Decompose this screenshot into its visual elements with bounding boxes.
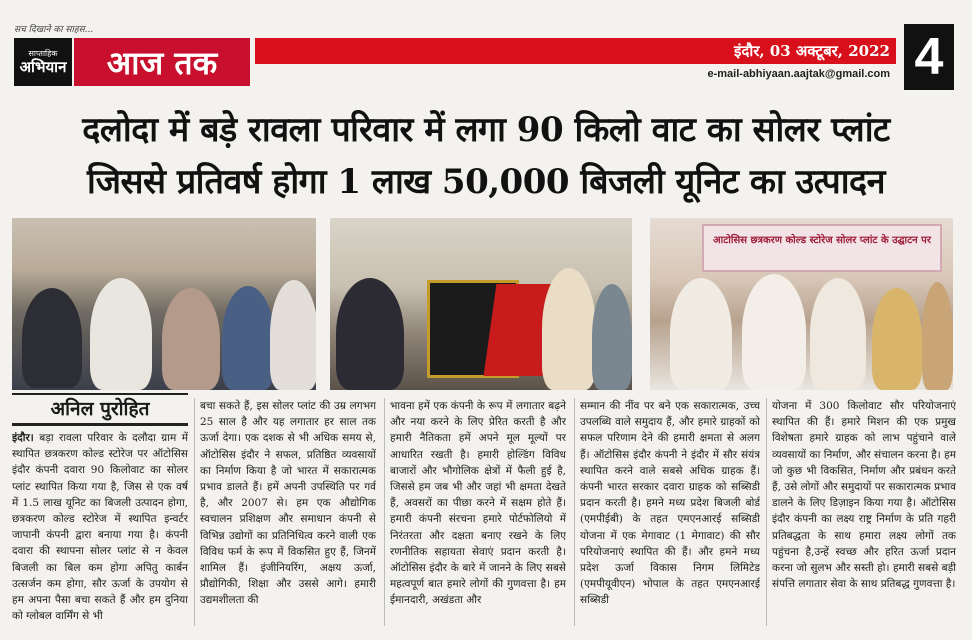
newspaper-logo: [14, 22, 250, 92]
logo-abhiyan-text: अभियान: [19, 57, 67, 76]
logo-small-text: साप्ताहिक: [28, 48, 58, 58]
column-divider: [574, 398, 575, 626]
contact-email: e-mail-abhiyaan.aajtak@gmail.com: [707, 68, 890, 80]
article-column-2: बचा सकते हैं, इस सोलर प्लांट की उम्र लगभग 25 साल है और यह लगातार हर साल तक ऊर्जा देगा। एक दशक से भी अधिक समय से, ऑटोसिस इंदौर ने सफल, प्रतिष्ठित व्यवसायों का निर्माण किया है जो भारत में सकारात्मक प्रभाव डालते हैं। हमें अपनी उपस्थिति पर गर्व है, और 2007 से। हम एक औद्योगिक स्वचालन प्रशिक्षण और समाधान कंपनी से विभिन्न उद्योगों का प्रतिनिधित्व करने वाली एक विविध फर्म के रूप में विकसित हुए हैं, जिनमें शामिल हैं। इंजीनियरिंग, अक्षय ऊर्जा, प्रौद्योगिकी, शिक्षा और उससे आगे। हमारी उद्यमशीलता की: [200, 400, 376, 607]
photo-guests: [650, 218, 953, 390]
event-banner: आटोसिस छत्रकरण कोल्ड स्टोरेज सोलर प्लांट के उद्घाटन पर: [702, 224, 942, 272]
masthead: [0, 0, 972, 95]
article-column-1: [12, 430, 188, 630]
photo-inauguration: [330, 218, 632, 390]
logo-tagline: सच दिखाने का साहस...: [14, 25, 94, 35]
column-divider: [766, 398, 767, 626]
article-column-3: भावना हमें एक कंपनी के रूप में लगातार बढ़ने और नया करने के लिए प्रेरित करती है और हमारी नैतिकता हमें अपने मूल मूल्यों पर आधारित रखती है। हमारी होल्डिंग विविध बाजारों और भौगोलिक क्षेत्रों में फैली हुई है, जिससे हम जब भी और जहां भी क्षमता देखते हैं, अवसरों का पीछा करने में सक्षम होते हैं। हमारी कंपनी संरचना हमारे पोर्टफोलियो में निरंतरता और दक्षता बनाए रखने के लिए रणनीतिक सहायता सेवाएं प्रदान करती है। ऑटोसिस इंदौर के बारे में जानने के लिए सबसे महत्वपूर्ण बात हमारे लोगों की गुणवत्ता है। हम ईमानदारी, अखंडता और: [390, 400, 566, 607]
page-number: 4: [904, 24, 954, 90]
logo-abhiyan: [14, 38, 72, 86]
photo-audience: [12, 218, 316, 390]
column-divider: [384, 398, 385, 626]
byline: अनिल पुरोहित: [12, 395, 188, 426]
article-column-4: सम्मान की नींव पर बने एक सकारात्मक, उच्च उपलब्धि वाले समुदाय हैं, और हमारे ग्राहकों को सफल परिणाम देने की हमारी क्षमता से अलग हैं। ऑटोसिस इंदौर कंपनी ने इंदौर में सौर संयंत्र स्थापित करने वाले सबसे अधिक ग्राहक हैं। कंपनी भारत सरकार दवारा ग्राहक को सब्सिडी प्रदान करती है। हमने मध्य प्रदेश बिजली बोर्ड (एमपीईबी) के तहत एमएनआरई सब्सिडी योजना में एक मेगावाट (1 मेगावाट) की सौर परियोजनाएं स्थापित की हैं। और हमने मध्य प्रदेश ऊर्जा विकास निगम लिमिटेड (एमपीयूवीएन) भोपाल के तहत एमएनआरई सब्सिडी: [580, 400, 760, 607]
article-column-5: योजना में 300 किलोवाट सौर परियोजनाएं स्थापित की हैं। हमारे मिशन की एक प्रमुख विशेषता हमारे ग्राहक को लाभ पहुंचाने वाले व्यवसायों का निर्माण, और संचालन करना है। हम जो कुछ भी विकसित, निर्माण और प्रबंधन करते हैं, उसे लोगों और समुदायों पर सकारात्मक प्रभाव डालने के लिए डिज़ाइन किया गया है। ऑटोसिस इंदौर कंपनी का लक्ष्य राष्ट्र निर्माण के प्रति गहरी प्रतिबद्धता के साथ हमारा लक्ष्य लोगों तक पहुंचना है,उन्हें स्वच्छ और हरित ऊर्जा प्रदान करना जो सुलभ और सस्ती हो। हमारी सबसे बड़ी संपत्ति लगातार सेवा के साथ प्रतिबद्ध गुणवत्ता है।: [772, 400, 956, 591]
article-text-1: बड़ा रावला परिवार के दलौदा ग्राम में स्थापित छत्रकरण कोल्ड स्टोरेज पर ऑटोसिस इंदौर कंपनी दवारा 90 किलोवाट का सोलर प्लांट स्थापित किया गया है, जिस से एक वर्ष में 1.5 लाख यूनिट का बिजली उत्पादन होगा, छत्रकरण कोल्ड स्टोरेज में स्थापित इन्वर्टर जापानी कंपनी द्वारा बनाया गया है। कंपनी दवारा की स्थापना सोलर प्लांट से न केवल बिजली का बिल कम होगा अपितु कार्बन उत्सर्जन कम होगा, सौर ऊर्जा के उपयोग से हम अपना पैसा बचा सकते हैं और हम दुनिया को ग्लोबल वार्मिंग से भी: [12, 432, 188, 623]
headline-line-1: दलोदा में बड़े रावला परिवार में लगा 90 किलो वाट का सोलर प्लांट: [82, 110, 890, 150]
headline-line-2: जिससे प्रतिवर्ष होगा 1 लाख 50,000 बिजली यूनिट का उत्पादन: [87, 162, 885, 202]
dateline: इंदौर, 03 अक्टूबर, 2022: [734, 42, 890, 60]
column-divider: [194, 398, 195, 626]
dateline-lead: इंदौर।: [12, 432, 34, 444]
logo-aajtak: आज तक: [74, 38, 250, 86]
